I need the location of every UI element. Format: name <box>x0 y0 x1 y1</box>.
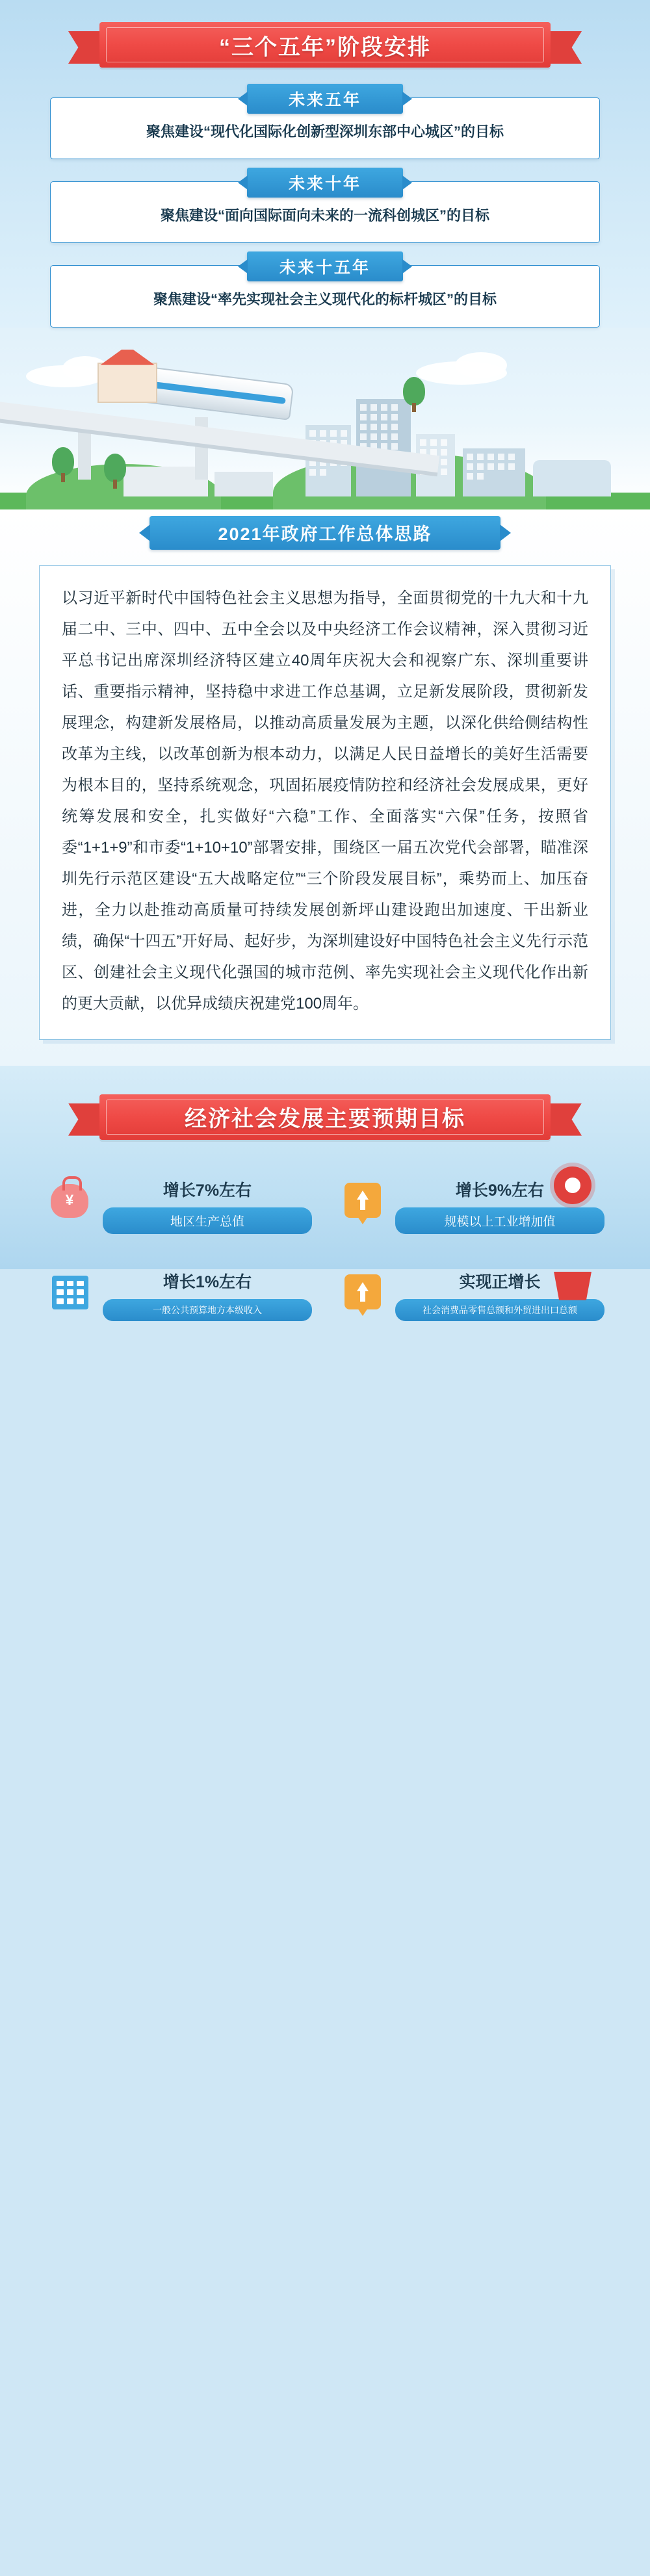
ribbon-body <box>99 1094 551 1140</box>
skyline-building <box>214 472 273 496</box>
phase-card <box>50 175 600 243</box>
phase-tag: 未来五年 <box>247 84 403 114</box>
goals-grid <box>46 1175 604 1321</box>
goal-value: 增长1%左右 <box>162 1272 252 1291</box>
phase-text: 聚焦建设“面向国际面向未来的一流科创城区”的目标 <box>160 207 489 224</box>
phase-card <box>50 259 600 327</box>
goal-content <box>103 1175 312 1234</box>
house-roof <box>94 350 161 365</box>
building-icon <box>46 1267 94 1315</box>
guidance-body-text: 以习近平新时代中国特色社会主义思想为指导，全面贯彻党的十九大和十九届二中、三中、四中、五中全会以及中央经济工作会议精神，深入贯彻习近平总书记出席深圳经济特区建立40周年庆祝大会和视察广东、深圳重要讲话、重要指示精神，坚持稳中求进工作总基调，立足新发展阶段，贯彻新发展理念，构建新发展格局，以推动高质量发展为主题，以深化供给侧结构性改革为主线，以改革创新为根本动力，以满足人民日益增长的美好生活需要为根本目的，坚持系统观念，巩固拓展疫情防控和经济社会发展成果，更好统筹发展和安全，扎实做好“六稳”工作、全面落实“六保”任务，按照省委“1+1+9”和市委“1+10+10”部署安排，围绕区一届五次党代会部署，瞄准深圳先行示范区建设“五大战略定位”“三个阶段发展目标”，乘势而上、加压奋进，全力以赴推动高质量可持续发展创新坪山建设跑出加速度、干出新业绩，确保“十四五”开好局、起好步，为深圳建设好中国特色社会主义先行示范区、创建社会主义现代化强国的城市范例、率先实现社会主义现代化作出新的更大贡献，以优异成绩庆祝建党100周年。 <box>62 589 588 1012</box>
house-icon <box>98 363 157 403</box>
phases-banner-title: “三个五年”阶段安排 <box>219 34 431 60</box>
cloud-shape <box>455 352 507 378</box>
goal-item <box>46 1175 312 1234</box>
phase-tag: 未来十五年 <box>247 251 403 281</box>
guidance-section <box>0 509 650 1066</box>
building-windows <box>309 430 347 493</box>
tree-icon <box>403 377 425 412</box>
goal-value: 增长9%左右 <box>455 1181 545 1200</box>
phases-section <box>0 0 650 328</box>
goals-banner <box>68 1094 582 1145</box>
cart-icon <box>549 1263 597 1311</box>
phase-card <box>50 91 600 159</box>
building-windows <box>467 454 521 493</box>
goal-label: 规模以上工业增加值 <box>395 1207 604 1234</box>
money-bag-icon: ¥ <box>46 1175 94 1223</box>
goal-value: 增长7%左右 <box>162 1181 252 1200</box>
goals-section <box>0 1066 650 1315</box>
guidance-title: 2021年政府工作总体思路 <box>150 516 500 550</box>
guidance-box <box>39 565 611 1040</box>
tree-icon <box>52 447 74 482</box>
phase-tag: 未来十年 <box>247 168 403 198</box>
rail-pillar <box>78 428 91 480</box>
goals-banner-title: 经济社会发展主要预期目标 <box>185 1107 465 1132</box>
phase-text: 聚焦建设“现代化国际化创新型深圳东部中心城区”的目标 <box>146 123 504 140</box>
goal-label: 地区生产总值 <box>103 1207 312 1234</box>
goal-label: 社会消费品零售总额和外贸进出口总额 <box>395 1299 604 1321</box>
goal-label: 一般公共预算地方本级收入 <box>103 1299 312 1321</box>
goal-content <box>103 1267 312 1321</box>
phase-text: 聚焦建设“率先实现社会主义现代化的标杆城区”的目标 <box>153 291 497 308</box>
shopping-cart-icon <box>338 1267 386 1315</box>
city-illustration <box>0 350 650 509</box>
gear-icon <box>549 1160 597 1208</box>
goal-item <box>46 1267 312 1321</box>
tree-icon <box>104 454 126 489</box>
skyline-building <box>463 448 525 496</box>
phases-banner <box>68 22 582 73</box>
goal-value: 实现正增长 <box>459 1272 541 1291</box>
skyline-building <box>533 460 611 496</box>
train-stripe <box>151 381 286 404</box>
ribbon-body <box>99 22 551 68</box>
factory-arrow-icon <box>338 1175 386 1223</box>
